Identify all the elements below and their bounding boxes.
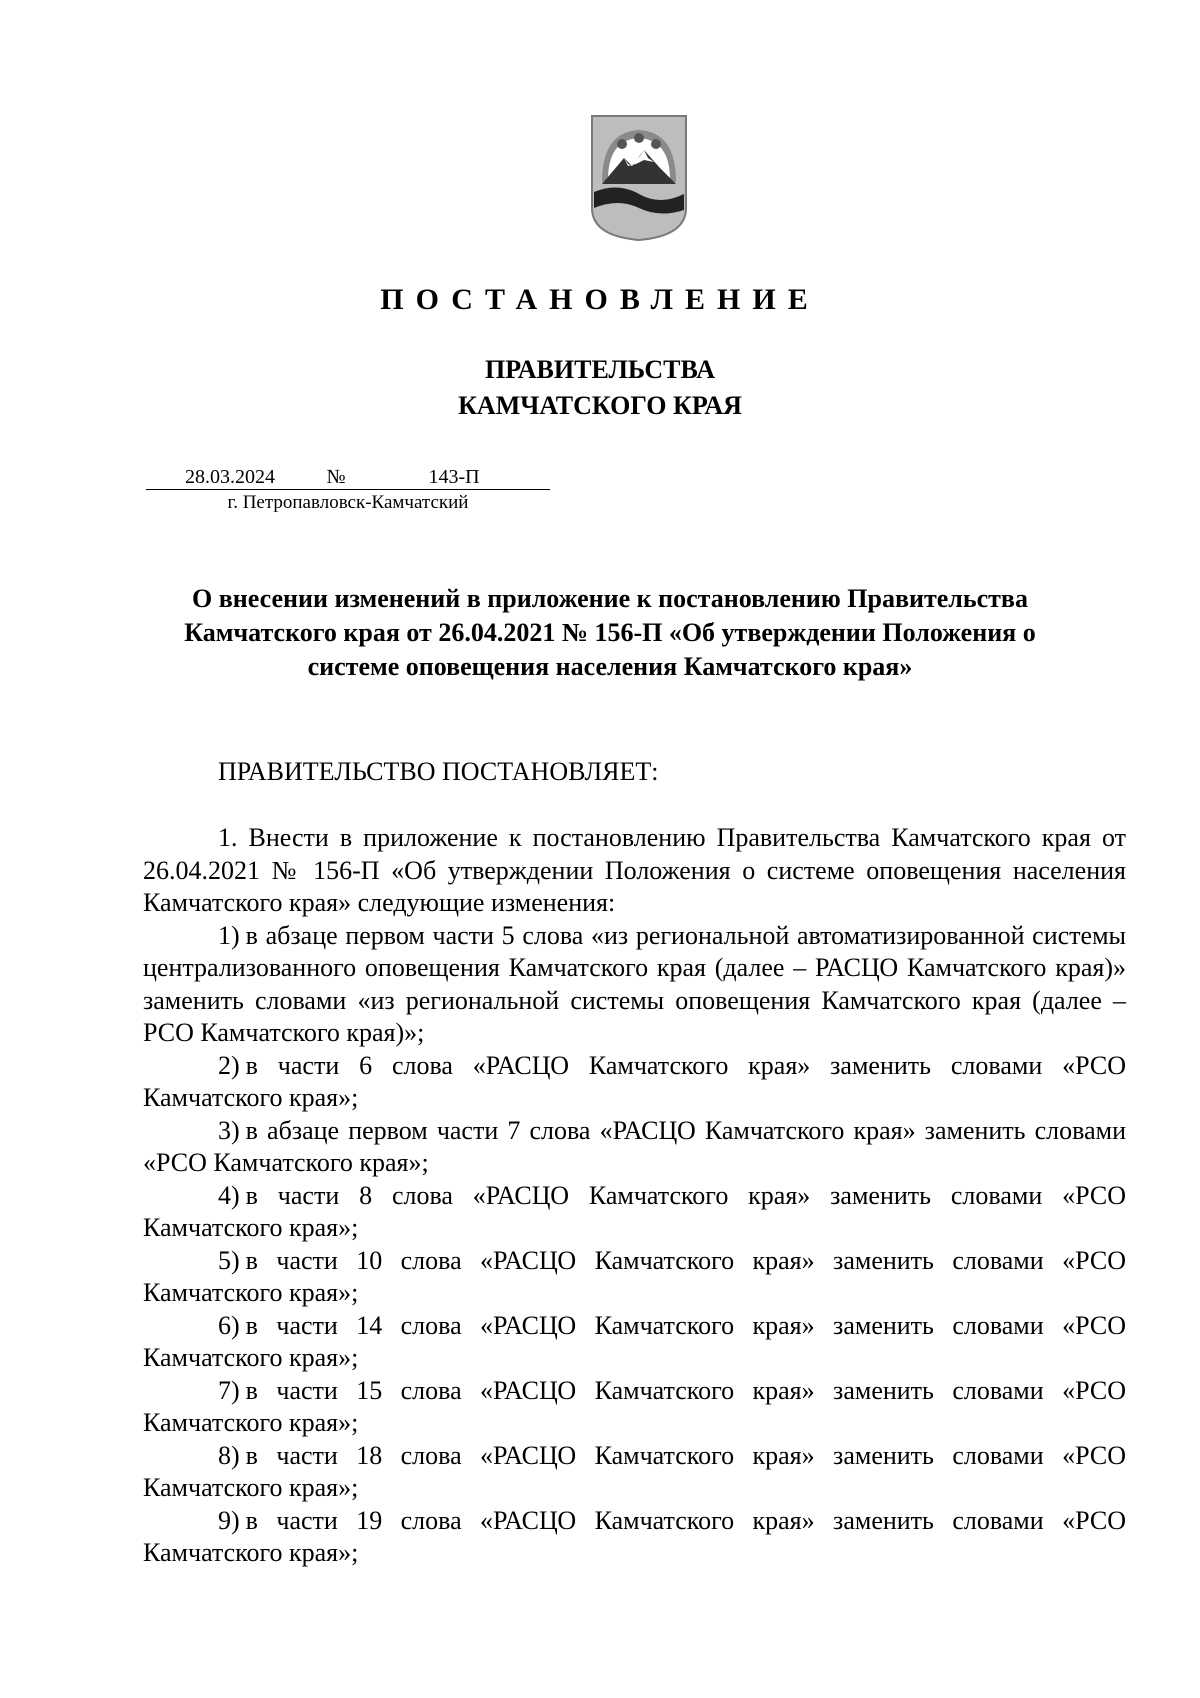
item-number: 9)	[218, 1505, 240, 1535]
list-item	[143, 1310, 1126, 1375]
document-meta	[146, 462, 550, 514]
issuer-line-2: КАМЧАТСКОГО КРАЯ	[458, 391, 742, 420]
item-text: в части 15 слова «РАСЦО Камчатского края» заменить словами «РСО Камчатского края»;	[143, 1375, 1126, 1437]
item-text: в части 6 слова «РАСЦО Камчатского края» заменить словами «РСО Камчатского края»;	[143, 1050, 1126, 1112]
list-item	[143, 1440, 1126, 1505]
item-number: 1)	[218, 920, 240, 950]
list-item	[143, 920, 1126, 1050]
date-number-line	[146, 462, 550, 490]
item-number: 5)	[218, 1245, 240, 1275]
city: г. Петропавловск-Камчатский	[227, 492, 469, 513]
issuer-block	[0, 352, 1200, 424]
item-text: в части 14 слова «РАСЦО Камчатского края» заменить словами «РСО Камчатского края»;	[143, 1310, 1126, 1372]
item-text: в абзаце первом части 5 слова «из региональной автоматизированной системы централизованного оповещения Камчатского края (далее – РАСЦО Камчатского края)» заменить словами «из региональной системы оповещения Камчатского края (далее – РСО Камчатского края)»;	[143, 920, 1126, 1047]
document-number: 143-П	[428, 466, 480, 488]
item-number: 8)	[218, 1440, 240, 1470]
document-date: 28.03.2024	[185, 466, 275, 488]
item-text: в части 18 слова «РАСЦО Камчатского края» заменить словами «РСО Камчатского края»;	[143, 1440, 1126, 1502]
item-text: в части 8 слова «РАСЦО Камчатского края» заменить словами «РСО Камчатского края»;	[143, 1180, 1126, 1242]
issuer-line-1: ПРАВИТЕЛЬСТВА	[485, 355, 715, 384]
document-title: ПОСТАНОВЛЕНИЕ	[380, 283, 820, 316]
list-item	[143, 1115, 1126, 1180]
list-item	[143, 1375, 1126, 1440]
item-number: 4)	[218, 1180, 240, 1210]
intro-paragraph: 1. Внести в приложение к постановлению Правительства Камчатского края от 26.04.2021 № 156-П «Об утверждении Положения о системе оповещения населения Камчатского края» следующие изменения:	[143, 823, 1126, 917]
item-number: 2)	[218, 1050, 240, 1080]
list-item	[143, 1180, 1126, 1245]
document-body	[143, 822, 1126, 1570]
item-number: 7)	[218, 1375, 240, 1405]
item-number: 3)	[218, 1115, 240, 1145]
decree-heading: ПРАВИТЕЛЬСТВО ПОСТАНОВЛЯЕТ:	[218, 757, 659, 786]
kamchatka-coat-of-arms-icon	[588, 112, 690, 242]
number-sign: №	[326, 466, 346, 488]
item-text: в части 10 слова «РАСЦО Камчатского края» заменить словами «РСО Камчатского края»;	[143, 1245, 1126, 1307]
item-text: в абзаце первом части 7 слова «РАСЦО Камчатского края» заменить словами «РСО Камчатского края»;	[143, 1115, 1126, 1177]
list-item	[143, 1245, 1126, 1310]
document-subject: О внесении изменений в приложение к постановлению Правительства Камчатского края от 26.04.2021 № 156-П «Об утверждении Положения о системе оповещения населения Камчатского края»	[184, 584, 1036, 681]
list-item	[143, 1505, 1126, 1570]
item-text: в части 19 слова «РАСЦО Камчатского края» заменить словами «РСО Камчатского края»;	[143, 1505, 1126, 1567]
list-item	[143, 1050, 1126, 1115]
item-number: 6)	[218, 1310, 240, 1340]
